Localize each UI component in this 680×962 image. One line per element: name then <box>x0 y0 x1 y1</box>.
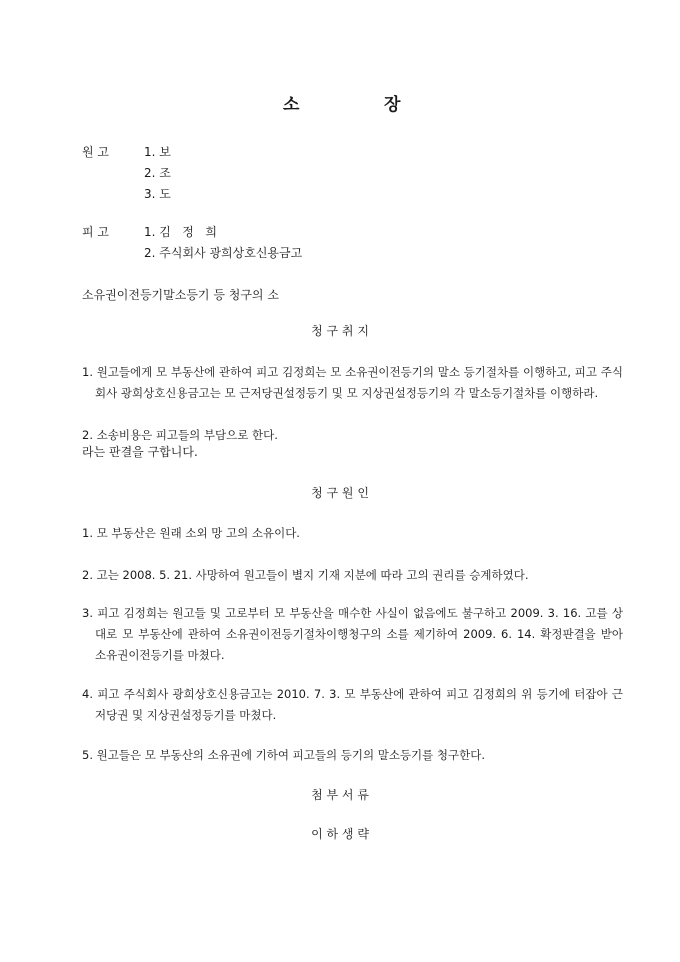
claim-item: 1. 원고들에게 모 부동산에 관하여 피고 김정희는 모 소유권이전등기의 말소 등기절차를 이행하고, 피고 주식회사 광희상호신용금고는 모 근저당권설정등기 및 모 지상권설정등기의 각 말소등기절차를 이행하라. <box>82 365 623 400</box>
plaintiff-item: 3. 도 <box>144 187 171 201</box>
title-right-char: 장 <box>384 95 401 115</box>
defendant-item: 2. 주식회사 광희상호신용금고 <box>144 246 303 260</box>
claim-item: 2. 소송비용은 피고들의 부담으로 한다. <box>82 428 278 442</box>
attachment-heading: 첨 부 서 류 <box>311 788 369 802</box>
plaintiff-label: 원 고 <box>82 145 109 159</box>
cause-item: 4. 피고 주식회사 광희상호신용금고는 2010. 7. 3. 모 부동산에 관하여 피고 김정희의 위 등기에 터잡아 근저당권 및 지상권설정등기를 마쳤다. <box>82 687 623 722</box>
cause-item: 2. 고는 2008. 5. 21. 사망하여 원고들이 별지 기재 지분에 따라 고의 권리를 승계하였다. <box>82 568 529 582</box>
plaintiff-item: 1. 보 <box>144 145 171 159</box>
cause-heading: 청 구 원 인 <box>311 486 369 500</box>
cause-item: 3. 피고 김정희는 원고들 및 고로부터 모 부동산을 매수한 사실이 없음에도 불구하고 2009. 3. 16. 고를 상대로 모 부동산에 관하여 소유권이전등기절차이행청구의 소를 제기하여 2009. 6. 14. 확정판결을 받아 소유권이전등기를 마쳤다. <box>82 606 623 662</box>
case-name: 소유권이전등기말소등기 등 청구의 소 <box>82 288 279 302</box>
claim-heading: 청 구 취 지 <box>311 324 369 338</box>
plaintiff-item: 2. 조 <box>144 166 171 180</box>
title-left-char: 소 <box>283 95 300 115</box>
omitted-note: 이 하 생 략 <box>311 827 369 841</box>
claim-closing: 라는 판결을 구합니다. <box>82 445 198 459</box>
defendant-label: 피 고 <box>82 225 109 239</box>
cause-item: 1. 모 부동산은 원래 소외 망 고의 소유이다. <box>82 526 300 540</box>
cause-item: 5. 원고들은 모 부동산의 소유권에 기하여 피고들의 등기의 말소등기를 청구한다. <box>82 748 486 762</box>
defendant-item: 1. 김 정 희 <box>144 225 217 239</box>
